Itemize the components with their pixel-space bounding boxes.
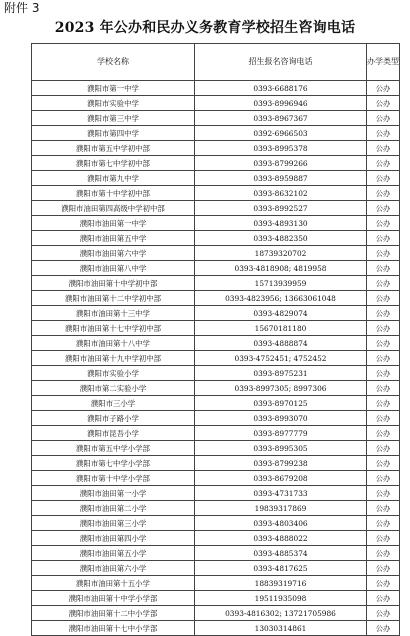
- table-row: [32, 501, 400, 516]
- cell-phone: 0393-4818908; 4819958: [195, 261, 367, 276]
- table-row: [32, 81, 400, 96]
- table-row: [32, 216, 400, 231]
- cell-type: 公办: [367, 111, 400, 126]
- table-row: [32, 141, 400, 156]
- cell-type: 公办: [367, 231, 400, 246]
- header-phone: 招生报名咨询电话: [195, 44, 367, 81]
- table-row: [32, 396, 400, 411]
- cell-type: 公办: [367, 306, 400, 321]
- cell-school-name: 濮阳市油田第十八中学: [32, 336, 195, 351]
- table-row: [32, 291, 400, 306]
- table-row: [32, 456, 400, 471]
- cell-type: 公办: [367, 321, 400, 336]
- cell-type: 公办: [367, 606, 400, 621]
- cell-school-name: 濮阳市油田第十中学小学部: [32, 591, 195, 606]
- cell-school-name: 濮阳市油田第十七中小学部: [32, 621, 195, 636]
- cell-type: 公办: [367, 516, 400, 531]
- cell-phone: 0393-8992527: [195, 201, 367, 216]
- cell-school-name: 濮阳市油田第一中学: [32, 216, 195, 231]
- cell-school-name: 濮阳市昆吾小学: [32, 426, 195, 441]
- cell-phone: 15670181180: [195, 321, 367, 336]
- table-row: [32, 261, 400, 276]
- cell-type: 公办: [367, 486, 400, 501]
- cell-type: 公办: [367, 141, 400, 156]
- cell-type: 公办: [367, 126, 400, 141]
- cell-type: 公办: [367, 426, 400, 441]
- cell-type: 公办: [367, 621, 400, 636]
- cell-type: 公办: [367, 396, 400, 411]
- cell-phone: 0393-4823956; 13663061048: [195, 291, 367, 306]
- cell-phone: 0393-8975231: [195, 366, 367, 381]
- cell-school-name: 濮阳市油田第五中学: [32, 231, 195, 246]
- table-row: [32, 441, 400, 456]
- cell-school-name: 濮阳市第五中学初中部: [32, 141, 195, 156]
- cell-phone: 0393-8970125: [195, 396, 367, 411]
- cell-school-name: 濮阳市油田第三小学: [32, 516, 195, 531]
- cell-phone: 0393-4882350: [195, 231, 367, 246]
- cell-school-name: 濮阳市三小学: [32, 396, 195, 411]
- cell-type: 公办: [367, 96, 400, 111]
- table-header-row: [32, 44, 400, 81]
- cell-type: 公办: [367, 561, 400, 576]
- cell-school-name: 濮阳市油田第十五小学: [32, 576, 195, 591]
- cell-school-name: 濮阳市油田第四小学: [32, 531, 195, 546]
- cell-phone: 0393-4888874: [195, 336, 367, 351]
- cell-school-name: 濮阳市第九中学: [32, 171, 195, 186]
- cell-school-name: 濮阳市第二实验小学: [32, 381, 195, 396]
- cell-school-name: 濮阳市第三中学: [32, 111, 195, 126]
- cell-phone: 19511935098: [195, 591, 367, 606]
- table-row: [32, 471, 400, 486]
- table-row: [32, 156, 400, 171]
- cell-type: 公办: [367, 291, 400, 306]
- cell-school-name: 濮阳市第五中学小学部: [32, 441, 195, 456]
- cell-phone: 18839319716: [195, 576, 367, 591]
- cell-phone: 0393-4893130: [195, 216, 367, 231]
- cell-school-name: 濮阳市油田第八中学: [32, 261, 195, 276]
- table-row: [32, 201, 400, 216]
- table-row: [32, 321, 400, 336]
- table-row: [32, 186, 400, 201]
- cell-type: 公办: [367, 501, 400, 516]
- document-title: 2023 年公办和民办义务教育学校招生咨询电话: [54, 20, 356, 36]
- table-row: [32, 366, 400, 381]
- cell-school-name: 濮阳市油田第六中学: [32, 246, 195, 261]
- cell-phone: 0393-4829074: [195, 306, 367, 321]
- cell-school-name: 濮阳市油田第十二中小学部: [32, 606, 195, 621]
- cell-phone: 0393-8997305; 8997306: [195, 381, 367, 396]
- cell-school-name: 濮阳市子路小学: [32, 411, 195, 426]
- cell-type: 公办: [367, 366, 400, 381]
- cell-type: 公办: [367, 546, 400, 561]
- cell-school-name: 濮阳市第七中学初中部: [32, 156, 195, 171]
- cell-type: 公办: [367, 81, 400, 96]
- cell-type: 公办: [367, 351, 400, 366]
- cell-phone: 0393-4752451; 4752452: [195, 351, 367, 366]
- cell-school-name: 濮阳市第十中学小学部: [32, 471, 195, 486]
- cell-phone: 0393-8799238: [195, 456, 367, 471]
- cell-phone: 0393-8679208: [195, 471, 367, 486]
- cell-type: 公办: [367, 186, 400, 201]
- cell-type: 公办: [367, 531, 400, 546]
- table-row: [32, 171, 400, 186]
- cell-school-name: 濮阳市油田第十三中学: [32, 306, 195, 321]
- cell-phone: 0393-4888022: [195, 531, 367, 546]
- cell-phone: 0393-4817625: [195, 561, 367, 576]
- table-row: [32, 426, 400, 441]
- cell-phone: 0393-8995378: [195, 141, 367, 156]
- cell-phone: 19839317869: [195, 501, 367, 516]
- cell-phone: 0393-8996946: [195, 96, 367, 111]
- cell-school-name: 濮阳市第十中学初中部: [32, 186, 195, 201]
- table-row: [32, 306, 400, 321]
- header-type: 办学类型: [367, 44, 400, 81]
- cell-phone: 0393-8993070: [195, 411, 367, 426]
- table-row: [32, 621, 400, 636]
- cell-phone: 0393-8959887: [195, 171, 367, 186]
- table-row: [32, 561, 400, 576]
- cell-school-name: 濮阳市油田第十七中学初中部: [32, 321, 195, 336]
- cell-phone: 0393-8799266: [195, 156, 367, 171]
- cell-phone: 0393-4803406: [195, 516, 367, 531]
- table-row: [32, 96, 400, 111]
- cell-phone: 15713939959: [195, 276, 367, 291]
- cell-type: 公办: [367, 456, 400, 471]
- cell-school-name: 濮阳市油田第十九中学初中部: [32, 351, 195, 366]
- cell-school-name: 濮阳市油田第六小学: [32, 561, 195, 576]
- table-row: [32, 576, 400, 591]
- table-row: [32, 246, 400, 261]
- cell-phone: 0393-8967367: [195, 111, 367, 126]
- cell-school-name: 濮阳市实验中学: [32, 96, 195, 111]
- cell-type: 公办: [367, 246, 400, 261]
- cell-type: 公办: [367, 276, 400, 291]
- cell-type: 公办: [367, 261, 400, 276]
- cell-school-name: 濮阳市实验小学: [32, 366, 195, 381]
- cell-phone: 0393-4885374: [195, 546, 367, 561]
- cell-school-name: 濮阳市油田第十中学初中部: [32, 276, 195, 291]
- cell-type: 公办: [367, 576, 400, 591]
- cell-school-name: 濮阳市油田第二小学: [32, 501, 195, 516]
- table-row: [32, 126, 400, 141]
- table-row: [32, 546, 400, 561]
- cell-type: 公办: [367, 336, 400, 351]
- table-row: [32, 531, 400, 546]
- cell-school-name: 濮阳市第一中学: [32, 81, 195, 96]
- cell-phone: 0392-6966503: [195, 126, 367, 141]
- table-row: [32, 351, 400, 366]
- table-row: [32, 516, 400, 531]
- cell-type: 公办: [367, 381, 400, 396]
- table-row: [32, 231, 400, 246]
- cell-type: 公办: [367, 156, 400, 171]
- cell-school-name: 濮阳市油田第十二中学初中部: [32, 291, 195, 306]
- table-body: [32, 81, 400, 636]
- attachment-label: 附件 3: [4, 1, 40, 15]
- cell-phone: 0393-4816302; 13721705986: [195, 606, 367, 621]
- header-school-name: 学校名称: [32, 44, 195, 81]
- cell-type: 公办: [367, 201, 400, 216]
- cell-phone: 18739320702: [195, 246, 367, 261]
- cell-phone: 0393-8995305: [195, 441, 367, 456]
- cell-phone: 0393-8977779: [195, 426, 367, 441]
- table-row: [32, 591, 400, 606]
- cell-type: 公办: [367, 216, 400, 231]
- table-row: [32, 381, 400, 396]
- cell-phone: 0393-6688176: [195, 81, 367, 96]
- table-row: [32, 486, 400, 501]
- cell-phone: 13030314861: [195, 621, 367, 636]
- cell-school-name: 濮阳市第七中学小学部: [32, 456, 195, 471]
- cell-phone: 0393-4731733: [195, 486, 367, 501]
- cell-school-name: 濮阳市油田第五小学: [32, 546, 195, 561]
- cell-school-name: 濮阳市第四中学: [32, 126, 195, 141]
- cell-school-name: 濮阳市油田第一小学: [32, 486, 195, 501]
- school-phone-table: [31, 43, 400, 636]
- cell-type: 公办: [367, 591, 400, 606]
- cell-type: 公办: [367, 171, 400, 186]
- table-row: [32, 276, 400, 291]
- cell-school-name: 濮阳市油田第四高级中学初中部: [32, 201, 195, 216]
- cell-phone: 0393-8632102: [195, 186, 367, 201]
- cell-type: 公办: [367, 411, 400, 426]
- table-row: [32, 606, 400, 621]
- cell-type: 公办: [367, 471, 400, 486]
- table-row: [32, 336, 400, 351]
- table-row: [32, 111, 400, 126]
- table-row: [32, 411, 400, 426]
- cell-type: 公办: [367, 441, 400, 456]
